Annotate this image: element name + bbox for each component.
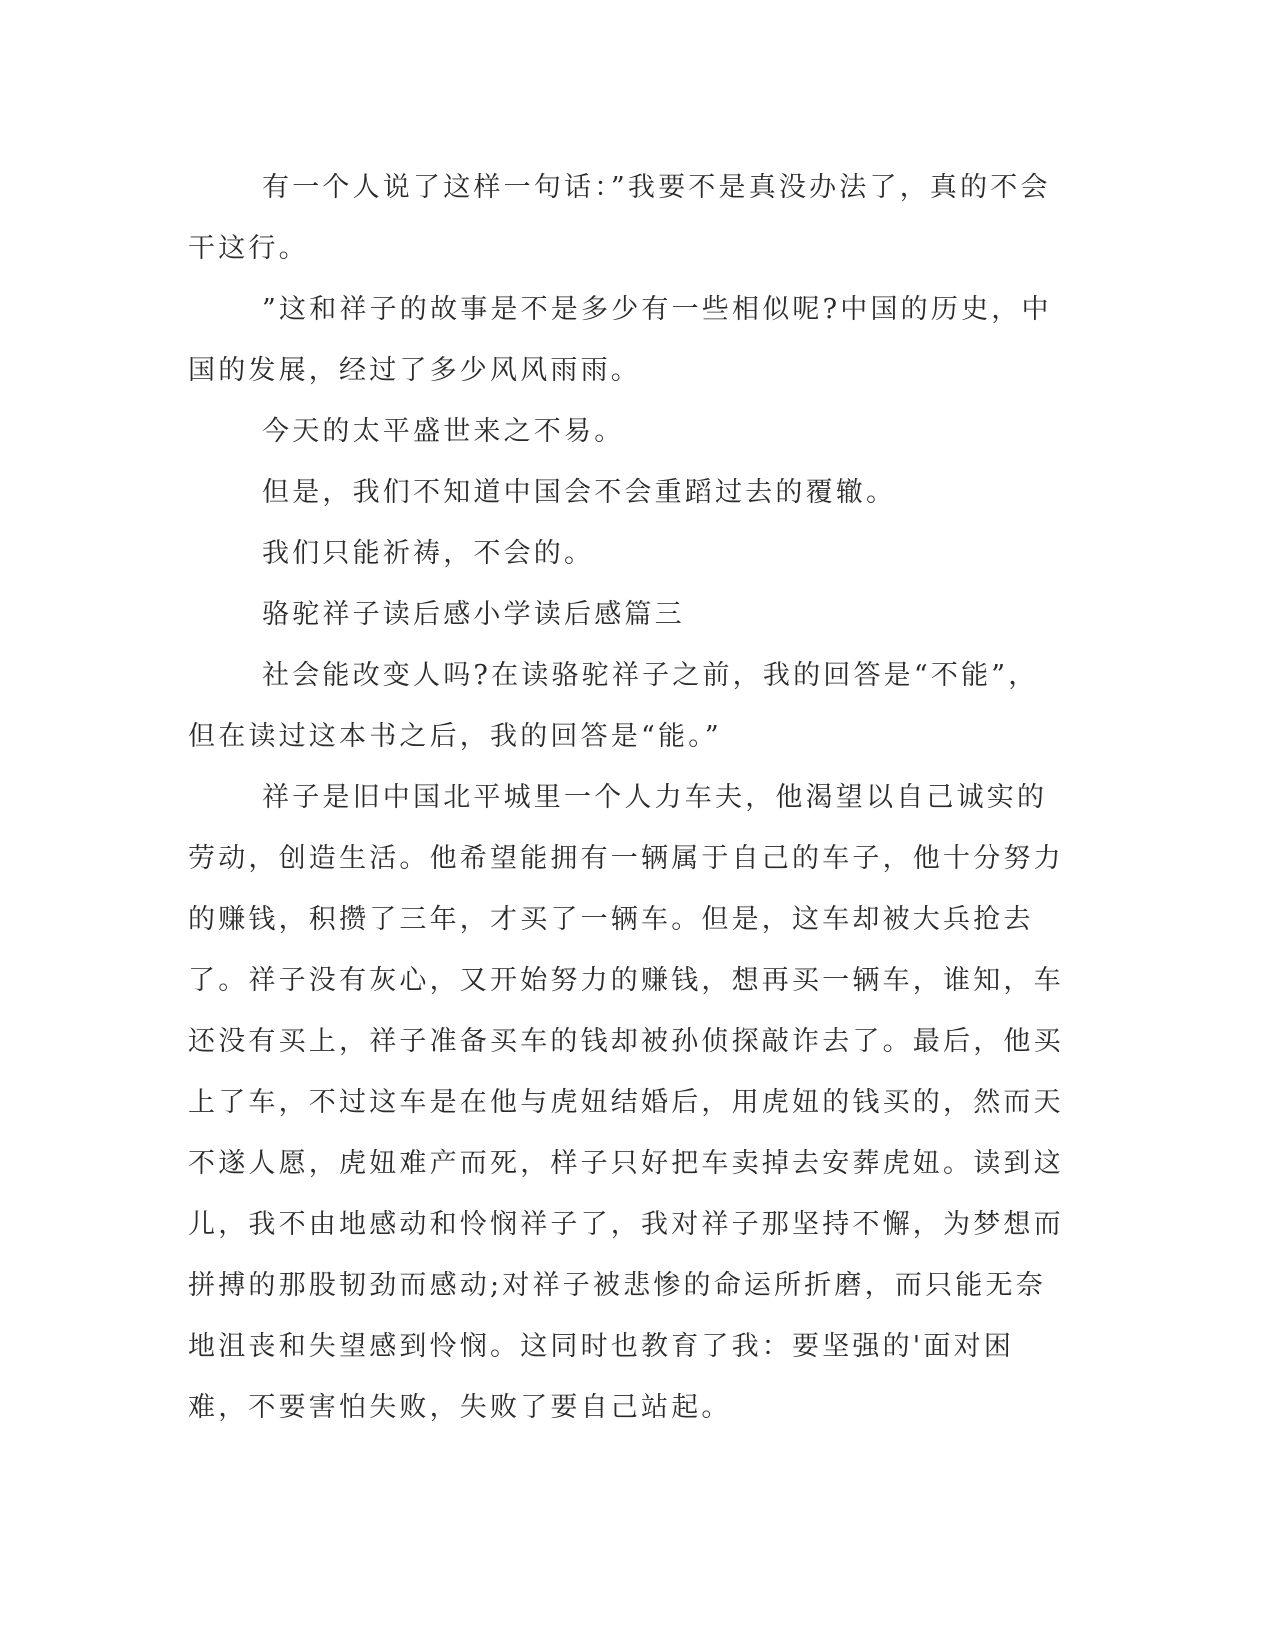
document-body [188,157,1068,1438]
paragraph: 但是，我们不知道中国会不会重蹈过去的覆辙。 [262,477,897,508]
paragraph: 今天的太平盛世来之不易。 [262,416,625,447]
paragraph: 社会能改变人吗?在读骆驼祥子之前，我的回答是“不能”，但在读过这本书之后，我的回答是“能。” [188,660,1039,752]
paragraph: 我们只能祈祷，不会的。 [262,538,595,569]
paragraph: 祥子是旧中国北平城里一个人力车夫，他渴望以自己诚实的劳动，创造生活。他希望能拥有一辆属于自己的车子，他十分努力的赚钱，积攒了三年，才买了一辆车。但是，这车却被大兵抢去了。祥子没有灰心，又开始努力的赚钱，想再买一辆车，谁知，车还没有买上，祥子准备买车的钱却被孙侦探敲诈去了。最后，他买上了车，不过这车是在他与虎妞结婚后，用虎妞的钱买的，然而天不遂人愿，虎妞难产而死，样子只好把车卖掉去安葬虎妞。读到这儿，我不由地感动和怜悯祥子了，我对祥子那坚持不懈，为梦想而拼搏的那股韧劲而感动;对祥子被悲惨的命运所折磨，而只能无奈地沮丧和失望感到怜悯。这同时也教育了我：要坚强的'面对困难，不要害怕失败，失败了要自己站起。 [188,782,1064,1423]
paragraph: 有一个人说了这样一句话：”我要不是真没办法了，真的不会干这行。 [188,172,1051,264]
section-heading: 骆驼祥子读后感小学读后感篇三 [262,599,685,630]
paragraph: ”这和祥子的故事是不是多少有一些相似呢?中国的历史，中国的发展，经过了多少风风雨雨。 [188,294,1052,386]
